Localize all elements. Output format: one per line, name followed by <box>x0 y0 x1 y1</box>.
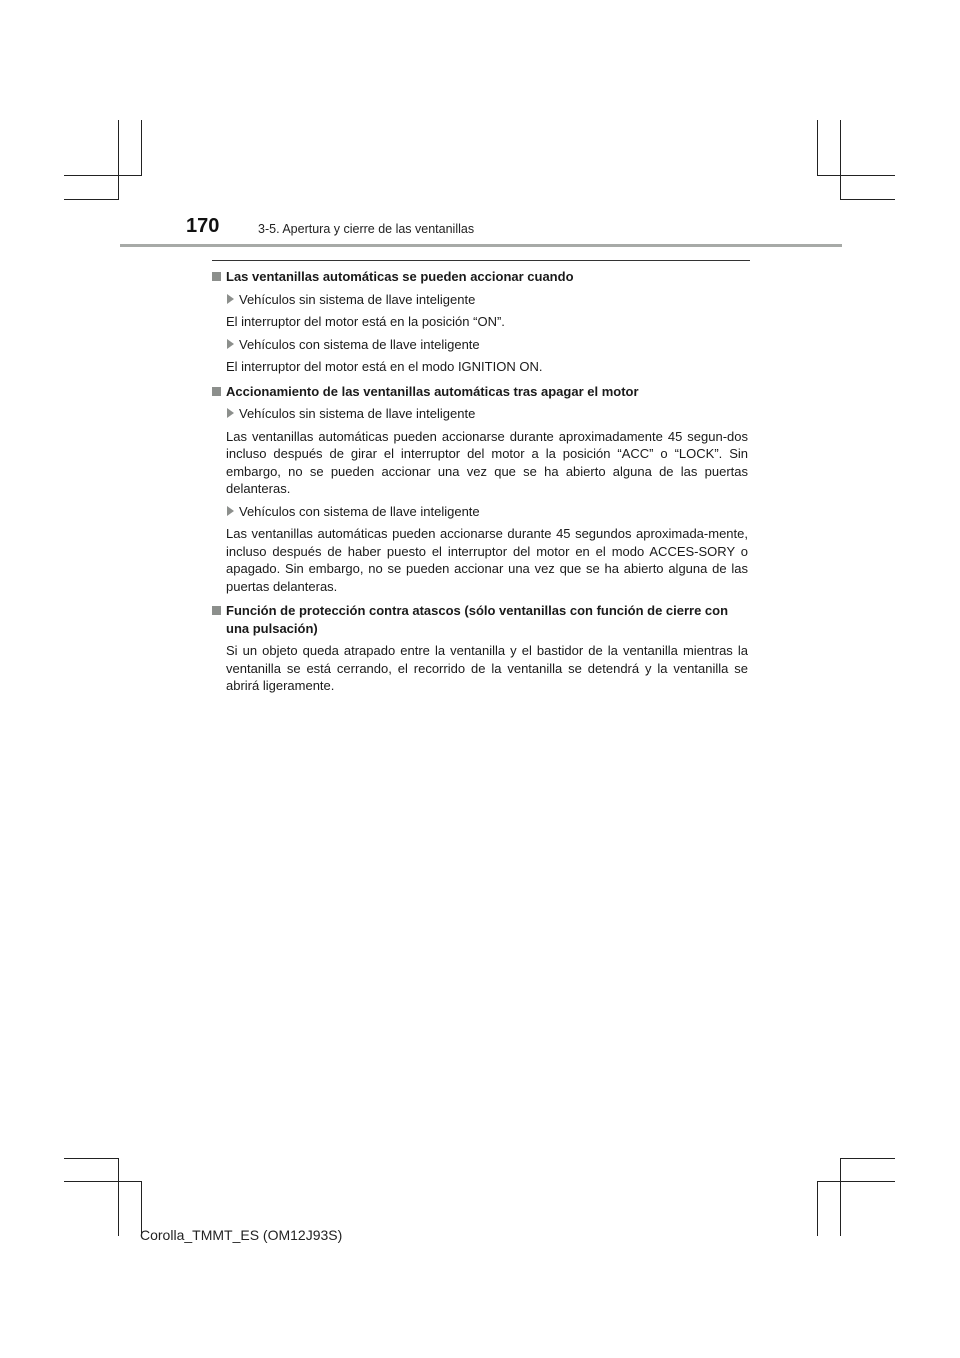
crop-mark <box>817 175 895 176</box>
section-title: 3-5. Apertura y cierre de las ventanillas <box>258 222 475 236</box>
triangle-bullet-icon <box>227 408 234 418</box>
crop-mark <box>64 175 142 176</box>
square-bullet-icon <box>212 272 221 281</box>
header-rule <box>120 244 842 247</box>
crop-mark <box>840 1158 841 1236</box>
crop-mark <box>64 1181 142 1182</box>
square-bullet-icon <box>212 606 221 615</box>
sub-heading: Vehículos con sistema de llave inteligente <box>212 336 748 354</box>
crop-mark <box>64 1158 119 1159</box>
page-number: 170 <box>186 215 220 237</box>
paragraph: Si un objeto queda atrapado entre la ventanilla y el bastidor de la ventanilla mientras la ventanilla se está cerrando, el recorrido de la ventanilla se detendrá y la ventanilla se abrirá ligeramente. <box>226 643 748 693</box>
crop-mark <box>840 1158 895 1159</box>
crop-mark <box>118 1158 119 1236</box>
triangle-bullet-icon <box>227 339 234 349</box>
document-id: Corolla_TMMT_ES (OM12J93S) <box>140 1227 343 1243</box>
sub-heading: Vehículos sin sistema de llave inteligente <box>212 405 748 423</box>
page-content <box>212 268 748 700</box>
paragraph: El interruptor del motor está en la posición “ON”. <box>226 314 505 329</box>
section-heading: Accionamiento de las ventanillas automáticas tras apagar el motor <box>212 383 748 401</box>
triangle-bullet-icon <box>227 294 234 304</box>
crop-mark <box>64 199 119 200</box>
content-divider <box>212 260 750 261</box>
section-heading: Las ventanillas automáticas se pueden accionar cuando <box>212 268 748 286</box>
crop-mark <box>817 1181 818 1236</box>
crop-mark <box>840 199 895 200</box>
paragraph: Las ventanillas automáticas pueden accionarse durante aproximadamente 45 segun-dos incluso después de girar el interruptor del motor a la posición “ACC” o “LOCK”. Sin embargo, no se pueden accionar una vez que se ha abierto alguna de las puertas delanteras. <box>226 428 748 496</box>
crop-mark <box>840 120 841 200</box>
section-heading: Función de protección contra atascos (sólo ventanillas con función de cierre con una pulsación) <box>212 602 748 637</box>
paragraph: Las ventanillas automáticas pueden accionarse durante 45 segundos aproximada-mente, incluso después de haber puesto el interruptor del motor en el modo ACCES-SORY o apagado. Sin embargo, no se pueden accionar una vez que se ha abierto alguna de las puertas delanteras. <box>226 526 748 594</box>
sub-heading: Vehículos sin sistema de llave inteligente <box>212 291 748 309</box>
square-bullet-icon <box>212 387 221 396</box>
triangle-bullet-icon <box>227 506 234 516</box>
crop-mark <box>817 1181 895 1182</box>
crop-mark <box>118 120 119 200</box>
paragraph: El interruptor del motor está en el modo IGNITION ON. <box>226 359 543 374</box>
crop-mark <box>817 120 818 175</box>
crop-mark <box>141 120 142 175</box>
sub-heading: Vehículos con sistema de llave inteligente <box>212 503 748 521</box>
